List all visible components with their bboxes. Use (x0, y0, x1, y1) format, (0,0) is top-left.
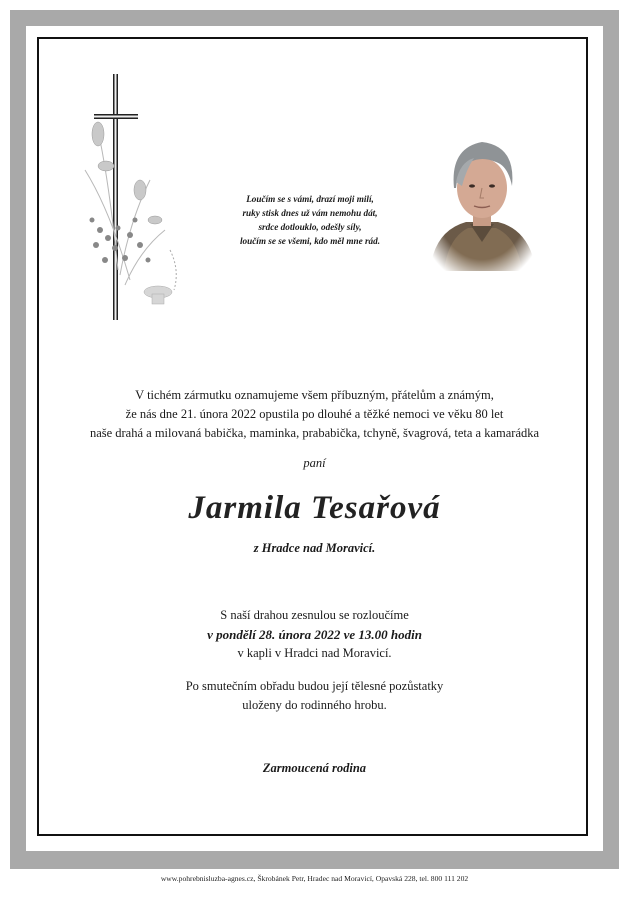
footer-contact: www.pohrebnisluzba-agnes.cz, Škrobánek Petr, Hradec nad Moravicí, Opavská 228, tel. 800 111 202 (160, 874, 469, 883)
announcement-line: V tichém zármutku oznamujeme všem příbuzným, přátelům a známým, (135, 388, 494, 402)
farewell-poem (205, 192, 415, 248)
poem-line: Loučím se s vámi, drazí moji milí, (246, 194, 374, 204)
deceased-origin: z Hradce nad Moravicí. (253, 541, 376, 555)
ceremony-place: v kapli v Hradci nad Moravicí. (237, 646, 392, 660)
deceased-name: Jarmila Tesařová (188, 490, 441, 526)
poem-line: srdce dotlouklo, odešly síly, (258, 222, 362, 232)
salutation: paní (303, 456, 326, 470)
ceremony-line: S naší drahou zesnulou se rozloučíme (220, 608, 409, 622)
announcement-line: naše drahá a milovaná babička, maminka, prababička, tchyně, švagrová, teta a kamarádka (89, 426, 540, 440)
burial-info (40, 677, 589, 715)
burial-line: Po smutečním obřadu budou její tělesné pozůstatky (185, 679, 444, 693)
ceremony-info (40, 606, 589, 663)
portrait-photo (426, 126, 538, 271)
poem-line: ruky stisk dnes už vám nemohu dát, (242, 208, 378, 218)
announcement-text (40, 386, 589, 443)
poem-line: loučím se se všemi, kdo měl mne rád. (239, 236, 381, 246)
burial-line: uloženy do rodinného hrobu. (242, 698, 387, 712)
cross-with-flowers-icon (70, 70, 200, 325)
ceremony-date: v pondělí 28. února 2022 ve 13.00 hodin (207, 627, 422, 642)
signature: Zarmoucená rodina (262, 761, 367, 775)
announcement-line: že nás dne 21. února 2022 opustila po dlouhé a těžké nemoci ve věku 80 let (125, 407, 504, 421)
